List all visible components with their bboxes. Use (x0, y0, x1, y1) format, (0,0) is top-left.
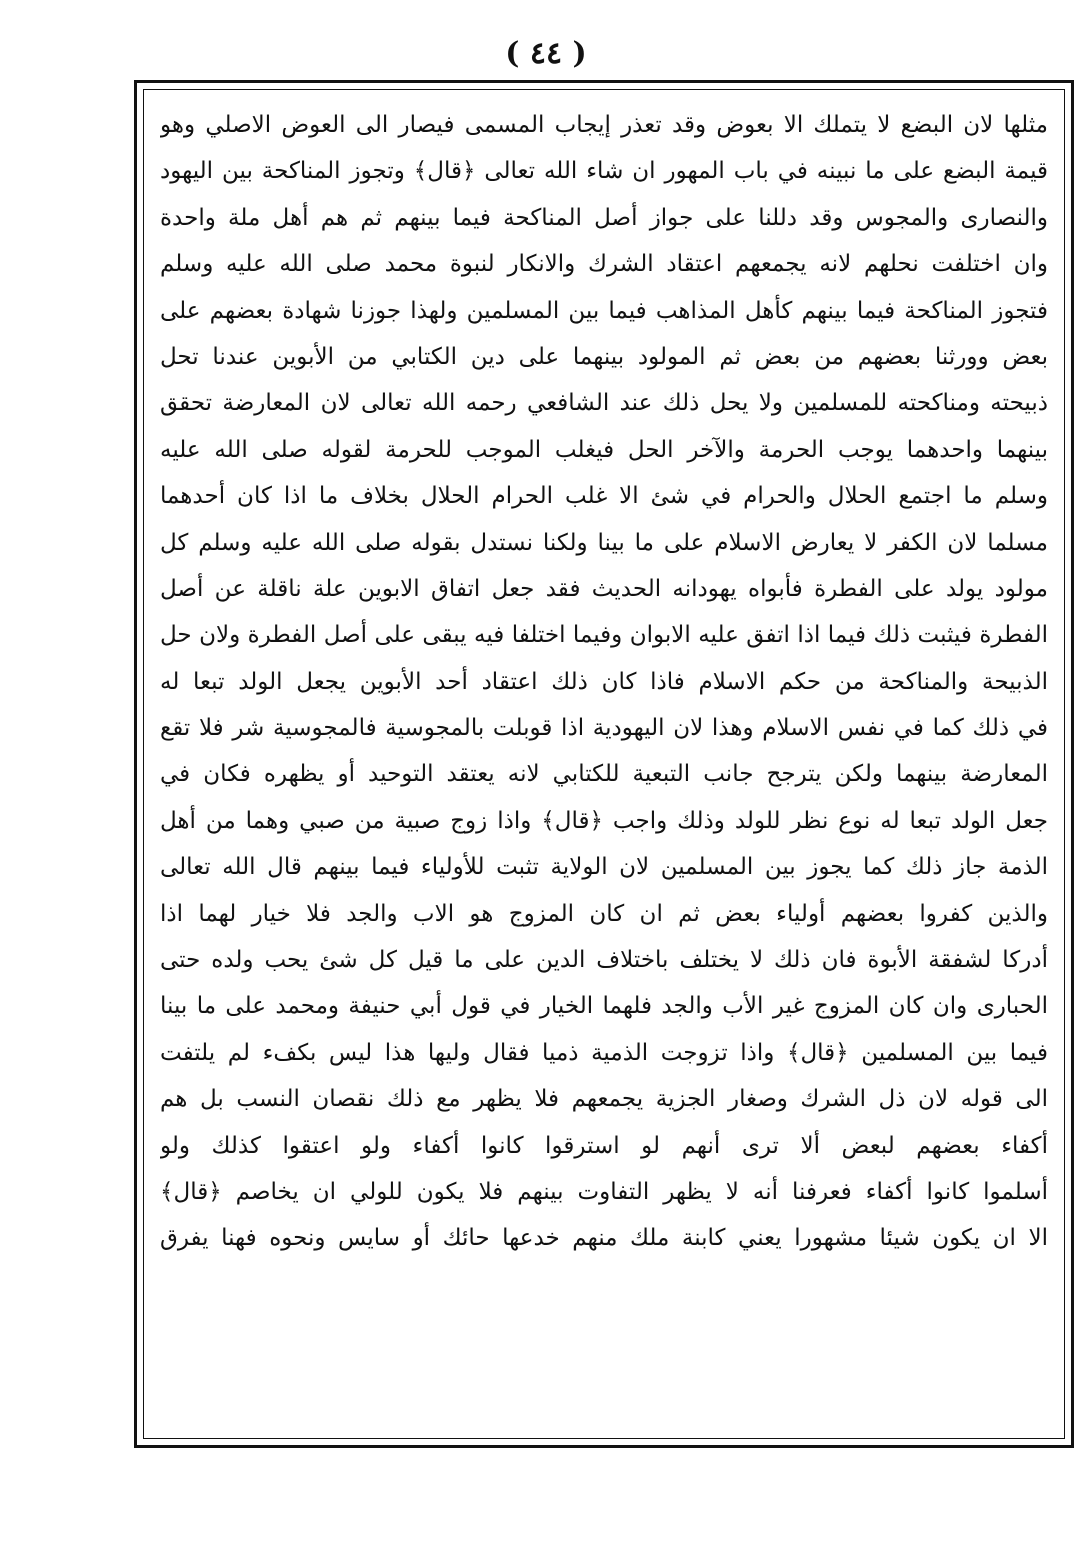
text-line: والذين كفروا بعضهم أولياء بعض ثم ان كان المزوج هو الاب والجد فلا خيار لهما اذا (160, 900, 1048, 927)
text-line: بينهما واحدهما يوجب الحرمة والآخر الحل فيغلب الموجب للحرمة لقوله صلى الله عليه (160, 436, 1048, 463)
text-line: مسلما لان الكفر لا يعارض الاسلام على ما بينا ولكنا نستدل بقوله صلى الله عليه وسلم كل (160, 529, 1048, 556)
text-line: وان اختلفت نحلهم لانه يجمعهم اعتقاد الشرك والانكار لنبوة محمد صلى الله عليه وسلم (160, 251, 1048, 278)
text-block (143, 89, 1065, 1439)
text-line: الى قوله لان ذل الشرك وصغار الجزية يجمعهم فلا يظهر مع ذلك نقصان النسب بل هم (160, 1086, 1048, 1113)
text-line: الذمة جاز ذلك كما يجوز بين المسلمين لان الولاية تثبت للأولياء فيما بينهم قال الله تعالى (160, 854, 1048, 881)
text-line: قيمة البضع على ما نبينه في باب المهور ان شاء الله تعالى ﴿قال﴾ وتجوز المناكحة بين اليهود (160, 158, 1048, 185)
text-line: والنصارى والمجوس وقد دللنا على جواز أصل المناكحة فيما بينهم ثم هم أهل ملة واحدة (160, 204, 1048, 231)
text-line: أكفاء بعضهم لبعض ألا ترى أنهم لو استرقوا كانوا أكفاء ولو اعتقوا كذلك ولو (160, 1132, 1048, 1159)
text-line: بعض وورثنا بعضهم من بعض ثم المولود بينهما على دين الكتابي من الأبوين عندنا تحل (160, 343, 1048, 370)
text-line: الا ان يكون شيئا مشهورا يعني كابنة ملك منهم خدعها حائك أو سايس ونحوه فهنا يفرق (160, 1225, 1048, 1252)
text-line: فتجوز المناكحة فيما بينهم كأهل المذاهب فيما بين المسلمين ولهذا جوزنا شهادة بعضهم على (160, 297, 1048, 324)
text-line: أسلموا كانوا أكفاء فعرفنا أنه لا يظهر التفاوت بينهم فلا يكون للولي ان يخاصم ﴿قال﴾ (160, 1178, 1048, 1205)
text-line: المعارضة بينهما ولكن يترجح جانب التبعية للكتابي لانه يعتقد التوحيد أو يظهره فكان في (160, 761, 1048, 788)
page-border-outer (134, 80, 1074, 1448)
text-line: وسلم ما اجتمع الحلال والحرام في شئ الا غلب الحرام الحلال بخلاف ما اذا كان أحدهما (160, 483, 1048, 510)
text-line: فيما بين المسلمين ﴿قال﴾ واذا تزوجت الذمية ذميا فقال وليها هذا ليس بكفء لم يلتفت (160, 1039, 1048, 1066)
text-line: جعل الولد تبعا له نوع نظر للولد وذلك واجب ﴿قال﴾ واذا زوج صبية من صبي وهما من أهل (160, 807, 1048, 834)
text-line: في ذلك كما في نفس الاسلام وهذا لان اليهودية اذا قوبلت بالمجوسية فالمجوسية شر فلا تقع (160, 715, 1048, 742)
text-line: الفطرة فيثبت ذلك فيما اذا اتفق عليه الابوان وفيما اختلفا فيه يبقى على أصل الفطرة ولان حل (160, 622, 1048, 649)
text-line: مولود يولد على الفطرة فأبواه يهودانه الحديث فقد جعل اتفاق الابوين علة ناقلة عن أصل (160, 575, 1048, 602)
text-line: ذبيحته ومناكحته للمسلمين ولا يحل ذلك عند الشافعي رحمه الله تعالى لان المعارضة تحقق (160, 390, 1048, 417)
text-line: الحبارى وان كان المزوج غير الأب والجد فلهما الخيار في قول أبي حنيفة ومحمد على ما بينا (160, 993, 1048, 1020)
text-line: الذبيحة والمناكحة من حكم الاسلام فاذا كان ذلك اعتقاد أحد الأبوين يجعل الولد تبعا له (160, 668, 1048, 695)
text-line: مثلها لان البضع لا يتملك الا بعوض وقد تعذر إيجاب المسمى فيصار الى العوض الاصلي وهو (160, 112, 1048, 138)
text-line: أدركا لشفقة الأبوة فان ذلك لا يختلف باختلاف الدين على ما قيل كل شئ يحب ولده حتى (160, 947, 1048, 974)
page-number: ( ٤٤ ) (505, 36, 587, 71)
